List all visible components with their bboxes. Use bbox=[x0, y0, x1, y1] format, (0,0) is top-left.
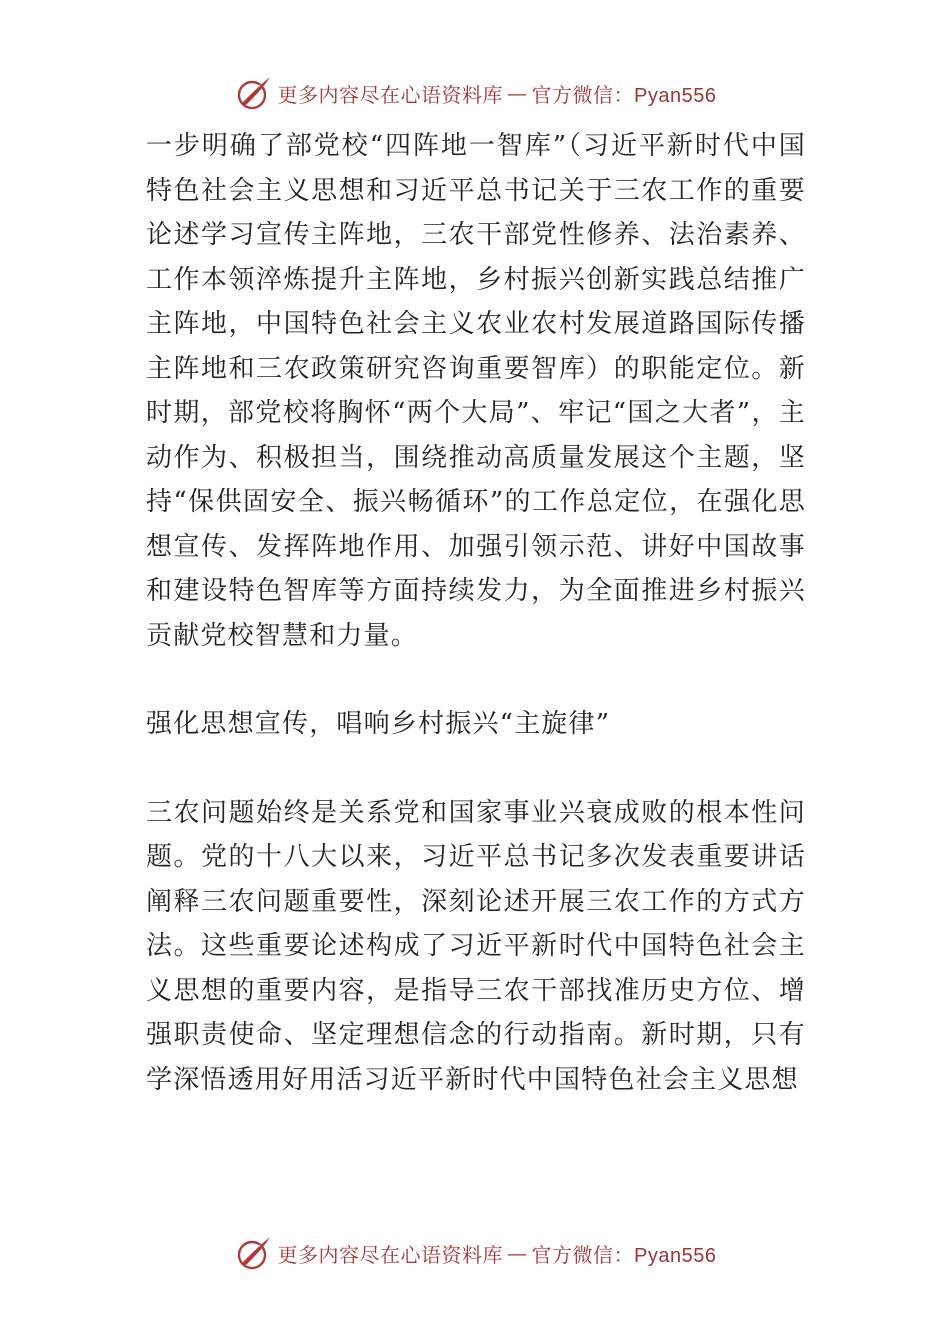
watermark-separator: — bbox=[507, 81, 528, 105]
watermark-text: 更多内容尽在心语资料库 bbox=[277, 1242, 504, 1267]
watermark-contact: 官方微信：Pyan556 bbox=[531, 1244, 717, 1267]
quill-logo-icon bbox=[234, 73, 274, 113]
footer-watermark bbox=[0, 1231, 950, 1275]
document-body bbox=[146, 124, 806, 1102]
paragraph-1: 一步明确了部党校“四阵地一智库”（习近平新时代中国特色社会主义思想和习近平总书记关于三农工作的重要论述学习宣传主阵地，三农干部党性修养、法治素养、工作本领淬炼提升主阵地，乡村振兴创新实践总结推广主阵地，中国特色社会主义农业农村发展道路国际传播主阵地和三农政策研究咨询重要智库）的职能定位。新时期，部党校将胸怀“两个大局”、牢记“国之大者”，主动作为、积极担当，围绕推动高质量发展这个主题，坚持“保供固安全、振兴畅循环”的工作总定位，在强化思想宣传、发挥阵地作用、加强引领示范、讲好中国故事和建设特色智库等方面持续发力，为全面推进乡村振兴贡献党校智慧和力量。 bbox=[146, 131, 806, 651]
paragraph-2: 三农问题始终是关系党和国家事业兴衰成败的根本性问题。党的十八大以来，习近平总书记多次发表重要讲话阐释三农问题重要性，深刻论述开展三农工作的方式方法。这些重要论述构成了习近平新时代中国特色社会主义思想的重要内容，是指导三农干部找准历史方位、增强职责使命、坚定理想信念的行动指南。新时期，只有学深悟透用好用活习近平新时代中国特色社会主义思想 bbox=[146, 797, 806, 1095]
header-watermark bbox=[0, 71, 950, 115]
watermark-separator: — bbox=[507, 1241, 528, 1265]
watermark-contact: 官方微信：Pyan556 bbox=[531, 84, 717, 107]
watermark-text: 更多内容尽在心语资料库 bbox=[277, 82, 504, 107]
section-heading: 强化思想宣传，唱响乡村振兴“主旋律” bbox=[146, 709, 611, 739]
quill-logo-icon bbox=[234, 1233, 274, 1273]
